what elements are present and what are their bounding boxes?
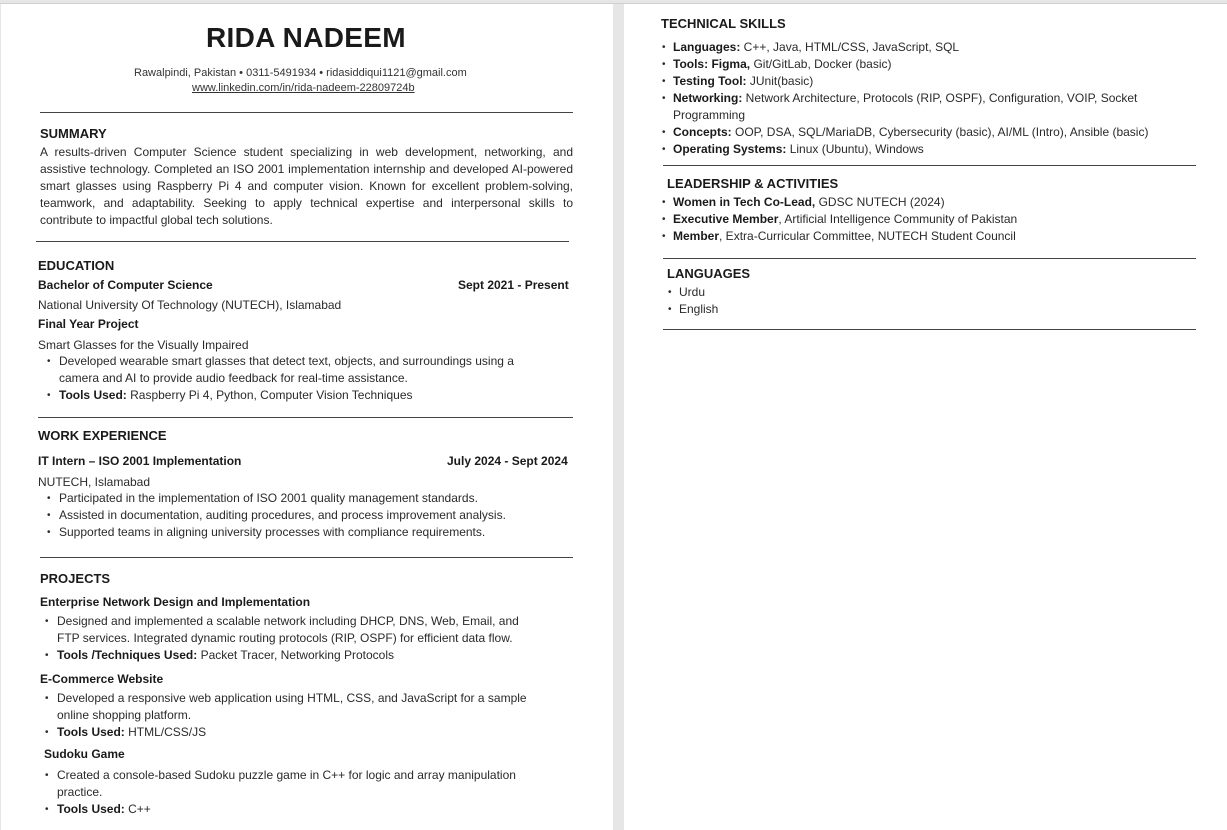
leadership-heading: LEADERSHIP & ACTIVITIES bbox=[667, 176, 839, 191]
school-name: National University Of Technology (NUTECH), Islamabad bbox=[38, 298, 342, 312]
skill-label: Languages: bbox=[673, 40, 741, 54]
project-details bbox=[37, 767, 542, 818]
fyp-title: Smart Glasses for the Visually Impaired bbox=[38, 338, 249, 352]
list-item: • Created a console-based Sudoku puzzle game in C++ for logic and array manipulation practice. bbox=[37, 767, 542, 801]
skill-label: Networking: bbox=[673, 91, 743, 105]
projects-heading: PROJECTS bbox=[40, 571, 111, 586]
resume-page-2[interactable] bbox=[624, 4, 1227, 830]
tools-value: Raspberry Pi 4, Python, Computer Vision Techniques bbox=[126, 388, 413, 402]
languages-heading: LANGUAGES bbox=[667, 266, 751, 281]
work-heading: WORK EXPERIENCE bbox=[38, 428, 167, 443]
contact-line: Rawalpindi, Pakistan • 0311-5491934 • ridasiddiqui1121@gmail.com bbox=[134, 67, 467, 79]
summary-heading: SUMMARY bbox=[40, 126, 107, 141]
role-value: GDSC NUTECH (2024) bbox=[815, 195, 945, 209]
list-item: • Developed a responsive web application using HTML, CSS, and JavaScript for a sample online shopping platform. bbox=[37, 690, 542, 724]
job-bullets bbox=[39, 490, 506, 541]
project-details bbox=[37, 690, 542, 741]
list-item: • Supported teams in aligning university processes with compliance requirements. bbox=[39, 524, 506, 541]
skill-value: Git/GitLab, Docker (basic) bbox=[750, 57, 892, 71]
fyp-details bbox=[39, 353, 534, 404]
list-item bbox=[661, 194, 1017, 211]
skill-label: Testing Tool: bbox=[673, 74, 747, 88]
divider bbox=[663, 329, 1196, 330]
tools-label: Tools /Techniques Used: bbox=[57, 648, 198, 662]
tools-value: HTML/CSS/JS bbox=[124, 725, 207, 739]
list-item: • Designed and implemented a scalable network including DHCP, DNS, Web, Email, and FTP services. Integrated dynamic routing protocols (RIP, OSPF) for efficient data flow. bbox=[37, 613, 542, 647]
divider bbox=[663, 258, 1196, 259]
project-title: Enterprise Network Design and Implementation bbox=[40, 595, 311, 609]
leadership-list bbox=[661, 194, 1017, 245]
list-item: • Developed wearable smart glasses that detect text, objects, and surroundings using a camera and AI to provide audio feedback for real-time assistance. bbox=[39, 353, 534, 387]
tools-value: Packet Tracer, Networking Protocols bbox=[197, 648, 394, 662]
job-org: NUTECH, Islamabad bbox=[38, 475, 151, 489]
education-heading: EDUCATION bbox=[38, 258, 115, 273]
languages-list bbox=[667, 284, 718, 318]
role-label: Member bbox=[673, 229, 720, 243]
divider bbox=[40, 557, 573, 558]
skills-list bbox=[661, 39, 1186, 158]
divider bbox=[663, 165, 1196, 166]
degree-title: Bachelor of Computer Science bbox=[38, 278, 213, 292]
skill-label: Concepts: bbox=[673, 125, 732, 139]
skill-label: Operating Systems: bbox=[673, 142, 787, 156]
list-item bbox=[37, 647, 542, 664]
list-item bbox=[661, 124, 1186, 141]
divider bbox=[36, 241, 569, 242]
skill-value: OOP, DSA, SQL/MariaDB, Cybersecurity (basic), AI/ML (Intro), Ansible (basic) bbox=[731, 125, 1149, 139]
list-item bbox=[37, 724, 542, 741]
project-title: E-Commerce Website bbox=[40, 672, 164, 686]
list-item bbox=[661, 73, 1186, 90]
tools-label: Tools Used: bbox=[59, 388, 127, 402]
role-value: , Artificial Intelligence Community of Pakistan bbox=[778, 212, 1018, 226]
fyp-label: Final Year Project bbox=[38, 317, 139, 331]
job-title: IT Intern – ISO 2001 Implementation bbox=[38, 454, 242, 468]
list-item: • Participated in the implementation of ISO 2001 quality management standards. bbox=[39, 490, 506, 507]
list-item bbox=[39, 387, 534, 404]
tools-label: Tools Used: bbox=[57, 725, 125, 739]
tools-label: Tools Used: bbox=[57, 802, 125, 816]
list-item: • English bbox=[667, 301, 718, 318]
list-item bbox=[661, 141, 1186, 158]
linkedin-link[interactable]: www.linkedin.com/in/rida-nadeem-22809724b bbox=[192, 82, 415, 94]
education-dates: Sept 2021 - Present bbox=[458, 278, 569, 292]
skill-value: Network Architecture, Protocols (RIP, OSPF), Configuration, VOIP, Socket Programming bbox=[673, 91, 1138, 122]
tools-value: C++ bbox=[124, 802, 151, 816]
skill-value: Linux (Ubuntu), Windows bbox=[786, 142, 924, 156]
project-details bbox=[37, 613, 542, 664]
role-label: Executive Member bbox=[673, 212, 779, 226]
skills-heading: TECHNICAL SKILLS bbox=[661, 16, 786, 31]
list-item bbox=[661, 90, 1186, 124]
divider bbox=[38, 417, 573, 418]
candidate-name: RIDA NADEEM bbox=[206, 22, 406, 53]
resume-page-1[interactable] bbox=[1, 4, 613, 830]
list-item bbox=[37, 801, 542, 818]
role-label: Women in Tech Co-Lead, bbox=[673, 195, 816, 209]
skill-value: JUnit(basic) bbox=[746, 74, 814, 88]
skill-label: Tools: Figma, bbox=[673, 57, 751, 71]
project-title: Sudoku Game bbox=[44, 747, 125, 761]
summary-text: A results-driven Computer Science student specializing in web development, networking, and assistive technology. Completed an ISO 2001 implementation internship and developed AI-powered smart glasses using Raspberry Pi 4 and computer vision. Known for excellent problem-solving, teamwork, and adaptability. Seeking to apply technical expertise and interpersonal skills to contribute to impactful global tech solutions. bbox=[40, 145, 573, 227]
skill-value: C++, Java, HTML/CSS, JavaScript, SQL bbox=[740, 40, 960, 54]
divider bbox=[40, 112, 573, 113]
list-item: • Assisted in documentation, auditing procedures, and process improvement analysis. bbox=[39, 507, 506, 524]
list-item bbox=[661, 228, 1017, 245]
job-dates: July 2024 - Sept 2024 bbox=[447, 454, 568, 468]
list-item bbox=[661, 39, 1186, 56]
role-value: , Extra-Curricular Committee, NUTECH Student Council bbox=[719, 229, 1016, 243]
list-item bbox=[661, 56, 1186, 73]
list-item bbox=[661, 211, 1017, 228]
list-item: • Urdu bbox=[667, 284, 718, 301]
